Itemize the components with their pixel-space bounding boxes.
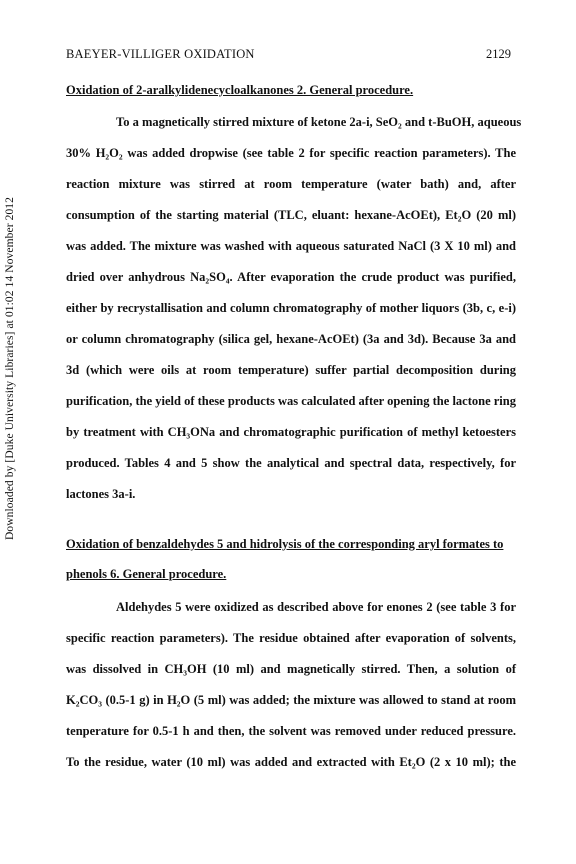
paragraph-line: reaction mixture was stirred at room temperature (water bath) and, after bbox=[66, 177, 516, 191]
download-watermark: Downloaded by [Duke University Libraries] at 01:02 14 November 2012 bbox=[4, 197, 16, 540]
paragraph-line: or column chromatography (silica gel, hexane-AcOEt) (3a and 3d). Because 3a and bbox=[66, 332, 516, 346]
section-heading-oxidation-ketones: Oxidation of 2-aralkylidenecycloalkanones 2. General procedure. bbox=[66, 83, 414, 97]
paragraph-line: Aldehydes 5 were oxidized as described above for enones 2 (see table 3 for bbox=[116, 600, 516, 614]
paragraph-line: dried over anhydrous Na₂SO₄. After evaporation the crude product was purified, bbox=[66, 270, 516, 284]
paragraph-line: K₂CO₃ (0.5-1 g) in H₂O (5 ml) was added; the mixture was allowed to stand at room bbox=[66, 693, 516, 707]
paragraph-line: 3d (which were oils at room temperature) suffer partial decomposition during bbox=[66, 363, 516, 377]
paragraph-line: 30% H₂O₂ was added dropwise (see table 2 for specific reaction parameters). The bbox=[66, 146, 516, 160]
paragraph-line: was added. The mixture was washed with aqueous saturated NaCl (3 X 10 ml) and bbox=[66, 239, 516, 253]
paragraph-line: produced. Tables 4 and 5 show the analytical and spectral data, respectively, for bbox=[66, 456, 516, 470]
paragraph-line: purification, the yield of these products was calculated after opening the lactone ring bbox=[66, 394, 516, 408]
paragraph-line: lactones 3a-i. bbox=[66, 487, 136, 501]
paragraph-line: To the residue, water (10 ml) was added and extracted with Et₂O (2 x 10 ml); the bbox=[66, 755, 516, 769]
paragraph-line: consumption of the starting material (TLC, eluant: hexane-AcOEt), Et₂O (20 ml) bbox=[66, 208, 516, 222]
section-heading-oxidation-benzaldehydes-cont: phenols 6. General procedure. bbox=[66, 567, 227, 581]
page-number: 2129 bbox=[486, 47, 511, 61]
running-header-title: BAEYER-VILLIGER OXIDATION bbox=[66, 47, 255, 61]
paragraph-line: To a magnetically stirred mixture of ketone 2a-i, SeO₂ and t-BuOH, aqueous bbox=[116, 115, 522, 129]
paragraph-line: was dissolved in CH₃OH (10 ml) and magnetically stirred. Then, a solution of bbox=[66, 662, 516, 676]
paragraph-line: by treatment with CH₃ONa and chromatographic purification of methyl ketoesters bbox=[66, 425, 516, 439]
paragraph-line: specific reaction parameters). The residue obtained after evaporation of solvents, bbox=[66, 631, 516, 645]
paragraph-line: tenperature for 0.5-1 h and then, the solvent was removed under reduced pressure. bbox=[66, 724, 516, 738]
paragraph-line: either by recrystallisation and column chromatography of mother liquors (3b, c, e-i) bbox=[66, 301, 516, 315]
section-heading-oxidation-benzaldehydes: Oxidation of benzaldehydes 5 and hidrolysis of the corresponding aryl formates to bbox=[66, 537, 504, 551]
